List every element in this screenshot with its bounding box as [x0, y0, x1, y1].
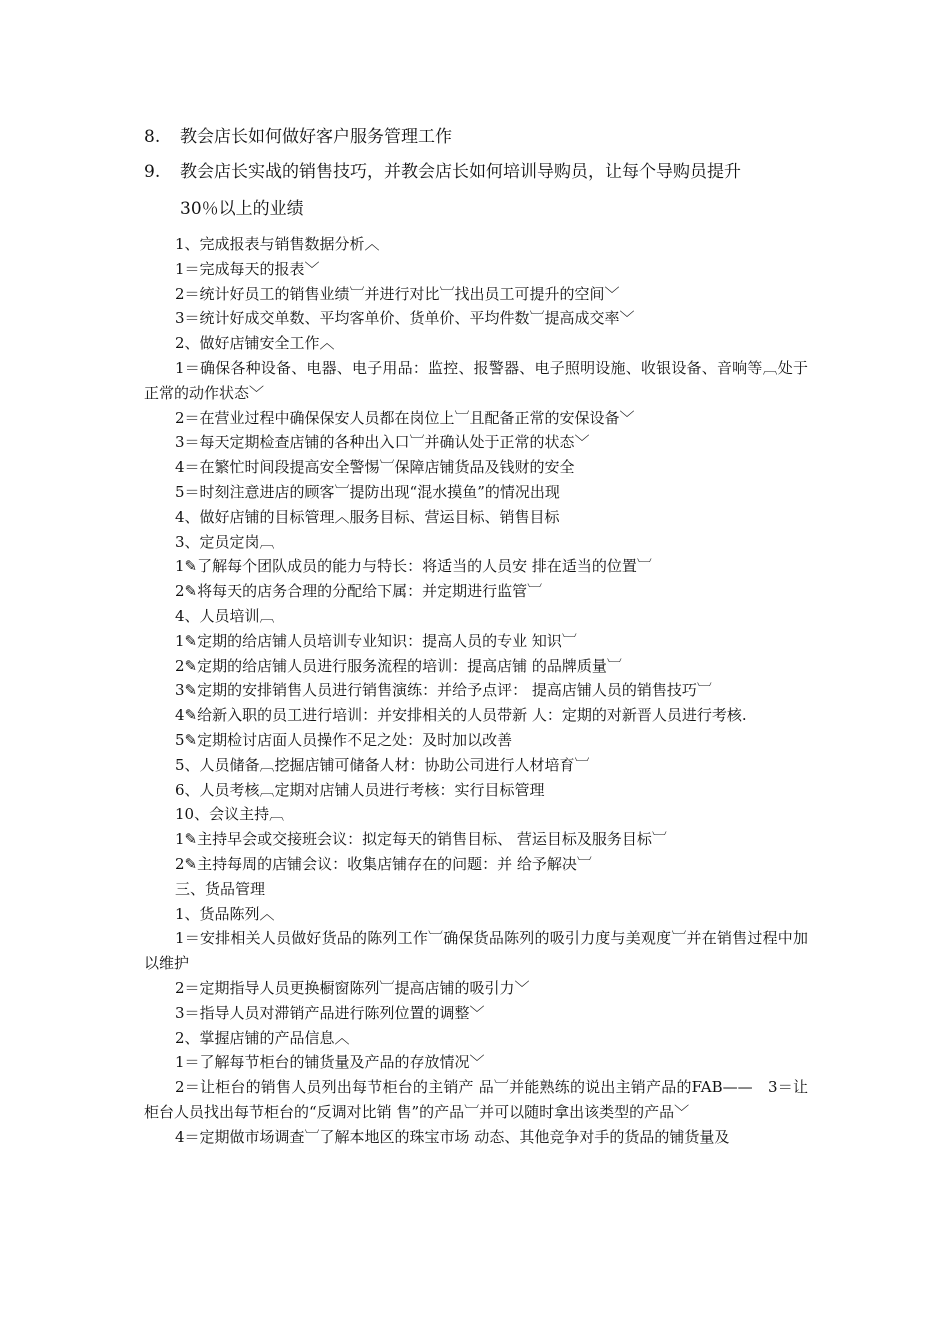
- paragraph: 2✎定期的给店铺人员进行服务流程的培训：提高店铺 的品牌质量︺: [175, 656, 622, 675]
- numbered-item-8: [144, 127, 452, 147]
- paragraph: 6、人员考核︹定期对店铺人员进行考核：实行目标管理: [175, 780, 545, 799]
- paragraph: 1＝确保各种设备、电器、电子用品：监控、报警器、电子照明设施、收银设备、音响等︹处于正常的动作状态﹀: [144, 358, 808, 402]
- paragraph: 4＝定期做市场调查︺了解本地区的珠宝市场 动态、其他竞争对手的货品的铺货量及: [175, 1127, 730, 1146]
- paragraph: 5、人员储备︹挖掘店铺可储备人材：协助公司进行人材培育︺: [175, 755, 590, 774]
- paragraph: 2＝在营业过程中确保保安人员都在岗位上︺且配备正常的安保设备﹀: [175, 408, 635, 427]
- numbered-item-9: [144, 162, 741, 182]
- paragraph: 3＝指导人员对滞销产品进行陈列位置的调整﹀: [175, 1003, 485, 1022]
- paragraph: 2＝定期指导人员更换橱窗陈列︺提高店铺的吸引力﹀: [175, 978, 530, 997]
- paragraph: 4、人员培训︹: [175, 606, 275, 625]
- paragraph: 4✎给新入职的员工进行培训：并安排相关的人员带新 人：定期的对新晋人员进行考核.: [175, 706, 747, 725]
- section-heading: 三、货品管理: [175, 879, 266, 898]
- paragraph: 1、完成报表与销售数据分析︿: [175, 235, 380, 253]
- paragraph: 2＝统计好员工的销售业绩︺并进行对比︺找出员工可提升的空间﹀: [175, 284, 620, 303]
- paragraph: 1、货品陈列︿: [175, 904, 275, 923]
- paragraph: 1＝了解每节柜台的铺货量及产品的存放情况﹀: [175, 1053, 485, 1072]
- paragraph: 5✎定期检讨店面人员操作不足之处：及时加以改善: [175, 730, 513, 749]
- paragraph: 2✎将每天的店务合理的分配给下属：并定期进行监管︺: [175, 582, 543, 601]
- paragraph: 2、掌握店铺的产品信息︿: [175, 1028, 350, 1047]
- paragraph: 3、定员定岗︹: [175, 532, 275, 551]
- item-number: 8.: [144, 127, 161, 147]
- paragraph: 3＝统计好成交单数、平均客单价、货单价、平均件数︺提高成交率﹀: [175, 309, 635, 328]
- paragraph: 3＝每天定期检查店铺的各种出入口︺并确认处于正常的状态﹀: [175, 433, 590, 452]
- document-body: [144, 232, 808, 1149]
- paragraph: 1✎主持早会或交接班会议：拟定每天的销售目标、 营运目标及服务目标︺: [175, 830, 667, 849]
- item-text: 教会店长实战的销售技巧，并教会店长如何培训导购员，让每个导购员提升: [180, 162, 741, 182]
- item-number: 9.: [144, 162, 161, 182]
- paragraph: 1✎了解每个团队成员的能力与特长：将适当的人员安 排在适当的位置︺: [175, 557, 652, 576]
- paragraph: 2、做好店铺安全工作︿: [175, 334, 335, 353]
- paragraph: 4、做好店铺的目标管理︿服务目标、营运目标、销售目标: [175, 507, 560, 526]
- paragraph: 2＝让柜台的销售人员列出每节柜台的主销产 品︺并能熟练的说出主销产品的FAB—— 3＝让柜台人员找出每节柜台的“反调对比销 售”的产品︺并可以随时拿出该类型的产品﹀: [144, 1078, 808, 1121]
- numbered-item-9-continuation: 30％以上的业绩: [180, 199, 304, 219]
- paragraph: 10、会议主持︹: [175, 805, 285, 824]
- paragraph: 3✎定期的安排销售人员进行销售演练：并给予点评： 提高店铺人员的销售技巧︺: [175, 681, 712, 700]
- item-text: 教会店长如何做好客户服务管理工作: [180, 127, 452, 147]
- paragraph: 1＝安排相关人员做好货品的陈列工作︺确保货品陈列的吸引力度与美观度︺并在销售过程中加以维护: [144, 929, 808, 973]
- paragraph: 4＝在繁忙时间段提高安全警惕︺保障店铺货品及钱财的安全: [175, 458, 575, 477]
- paragraph: 1✎定期的给店铺人员培训专业知识：提高人员的专业 知识︺: [175, 631, 577, 650]
- paragraph: 2✎主持每周的店铺会议：收集店铺存在的问题：并 给予解决︺: [175, 854, 592, 873]
- paragraph: 5＝时刻注意进店的顾客︺提防出现“混水摸鱼”的情况出现: [175, 482, 560, 501]
- paragraph: 1＝完成每天的报表﹀: [175, 259, 320, 278]
